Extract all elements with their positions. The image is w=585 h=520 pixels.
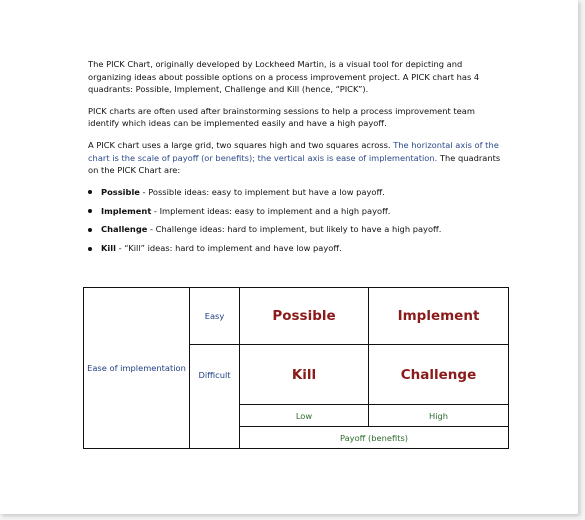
quadrant-possible: Possible (272, 308, 336, 324)
pick-chart-grid (83, 287, 509, 449)
p3-part-a: A PICK chart uses a large grid, two squares high and two squares across. (88, 139, 394, 150)
bullet-desc: - Implement ideas: easy to implement and a high payoff. (151, 205, 391, 216)
y-easy-label: Easy (204, 311, 225, 321)
grid-line (83, 448, 509, 449)
y-axis-label: Ease of implementation (87, 363, 186, 373)
x-low-label: Low (295, 410, 313, 421)
p3-part-c: The quadrants on the PICK Chart are: (88, 152, 501, 176)
intro-paragraph-3 (88, 139, 508, 177)
intro-paragraph-2: PICK charts are often used after brainstorming sessions to help a process improvement team identify which ideas can be implemented easily and have a high payoff. (88, 105, 475, 129)
bullet-desc: - Possible ideas: easy to implement but have a low payoff. (139, 186, 385, 197)
bullet-desc: - Challenge ideas: hard to implement, but likely to have a high payoff. (147, 224, 442, 235)
document-body (88, 58, 508, 261)
bullet-term: Challenge (101, 224, 148, 235)
quadrant-kill: Kill (291, 366, 317, 383)
intro-paragraph-1: The PICK Chart, originally developed by Lockheed Martin, is a visual tool for depicting and organizing ideas about possible options on a process improvement project. A PICK chart has 4 quadrants: Possible, Implement, Challenge and Kill (hence, “PICK”). (88, 59, 480, 95)
y-difficult-label: Difficult (198, 369, 231, 380)
list-item (88, 223, 508, 236)
p3-part-b: The horizontal axis of the chart is the scale of payoff (or benefits); the vertical axis is ease of implementation. (88, 139, 499, 163)
grid-line (508, 287, 509, 449)
list-item (88, 205, 508, 218)
x-high-label: High (428, 410, 449, 421)
quadrant-challenge: Challenge (400, 366, 477, 383)
quadrant-implement: Implement (397, 308, 480, 324)
bullet-term: Possible (101, 186, 140, 197)
list-item (88, 242, 508, 255)
x-axis-label: Payoff (benefits) (339, 432, 409, 443)
quadrant-list (88, 186, 508, 255)
list-item (88, 186, 508, 199)
bullet-desc: - “Kill” ideas: hard to implement and have low payoff. (115, 243, 342, 254)
bullet-term: Kill (101, 243, 116, 254)
bullet-term: Implement (101, 205, 152, 216)
